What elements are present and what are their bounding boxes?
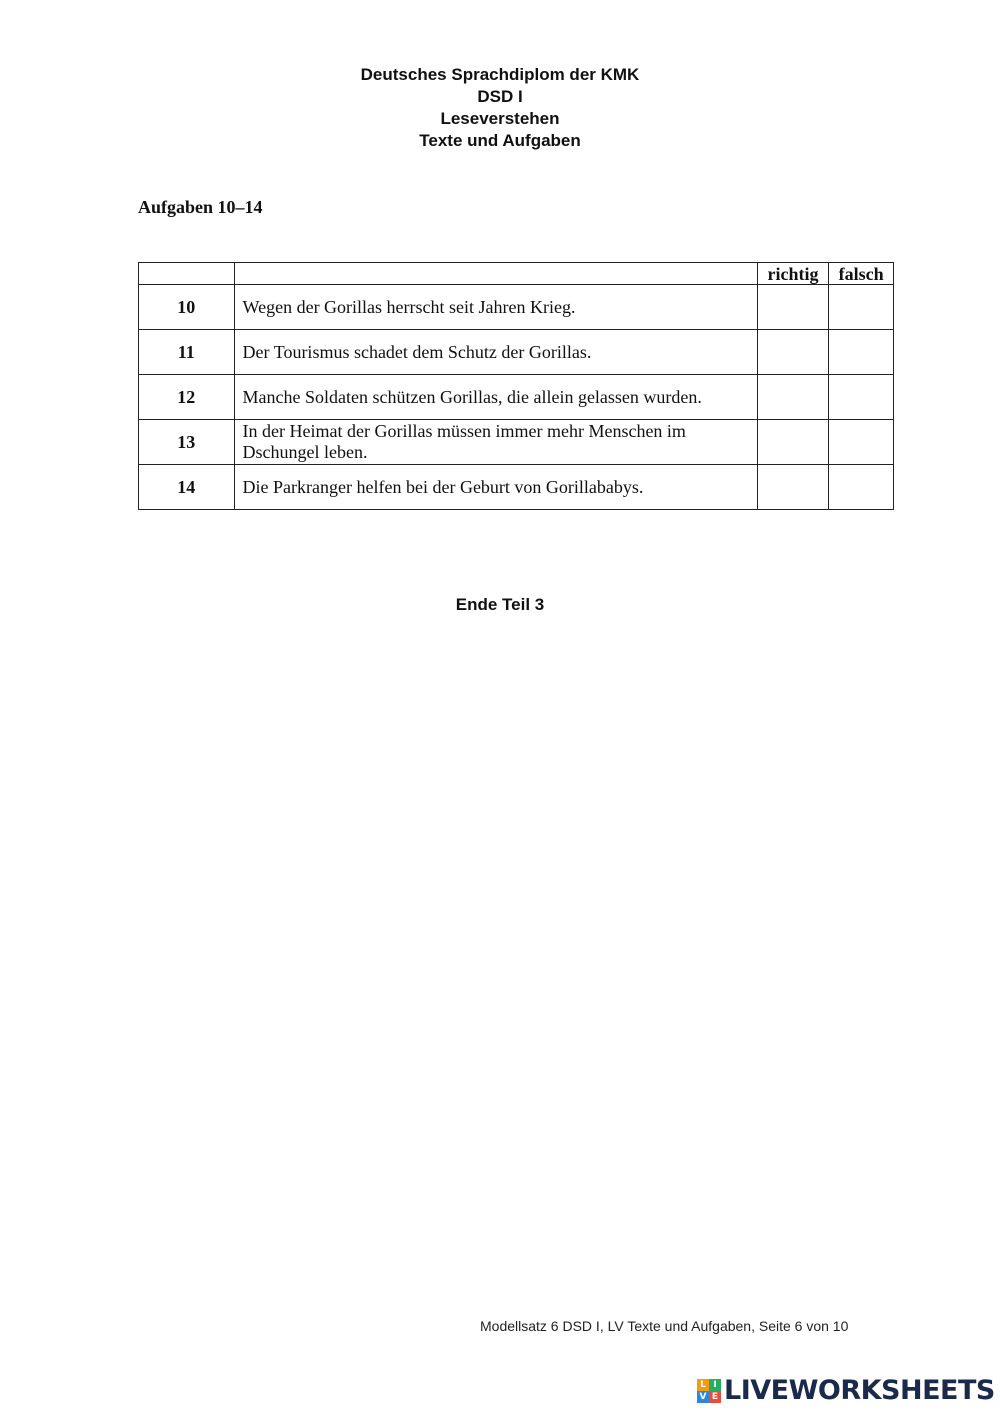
task-table xyxy=(138,262,894,510)
task-statement: In der Heimat der Gorillas müssen immer mehr Menschen im Dschungel leben. xyxy=(234,420,757,465)
header-richtig: richtig xyxy=(757,263,829,285)
header-falsch: falsch xyxy=(829,263,894,285)
answer-falsch-cell[interactable] xyxy=(829,285,894,330)
table-row xyxy=(139,420,894,465)
answer-richtig-cell[interactable] xyxy=(757,285,829,330)
answer-falsch-cell[interactable] xyxy=(829,420,894,465)
liveworksheets-brand[interactable] xyxy=(697,1376,995,1406)
header-level: DSD I xyxy=(477,87,523,106)
logo-letter: E xyxy=(709,1391,721,1403)
page-footer: Modellsatz 6 DSD I, LV Texte und Aufgaben, Seite 6 von 10 xyxy=(480,1318,849,1334)
task-statement: Der Tourismus schadet dem Schutz der Gorillas. xyxy=(234,330,757,375)
task-number: 14 xyxy=(139,465,235,510)
answer-richtig-cell[interactable] xyxy=(757,420,829,465)
table-header-row xyxy=(139,263,894,285)
answer-richtig-cell[interactable] xyxy=(757,465,829,510)
logo-letter: L xyxy=(697,1379,709,1391)
header-empty-num xyxy=(139,263,235,285)
section-title: Aufgaben 10–14 xyxy=(138,197,263,217)
task-number: 13 xyxy=(139,420,235,465)
header-subtitle: Texte und Aufgaben xyxy=(419,131,581,150)
answer-richtig-cell[interactable] xyxy=(757,375,829,420)
task-number: 12 xyxy=(139,375,235,420)
table-row xyxy=(139,330,894,375)
table-row xyxy=(139,465,894,510)
task-statement: Manche Soldaten schützen Gorillas, die allein gelassen wurden. xyxy=(234,375,757,420)
task-number: 10 xyxy=(139,285,235,330)
header-empty-text xyxy=(234,263,757,285)
answer-richtig-cell[interactable] xyxy=(757,330,829,375)
answer-falsch-cell[interactable] xyxy=(829,330,894,375)
logo-letter: I xyxy=(709,1379,721,1391)
logo-letter: V xyxy=(697,1391,709,1403)
end-of-part: Ende Teil 3 xyxy=(455,595,545,614)
task-statement: Wegen der Gorillas herrscht seit Jahren Krieg. xyxy=(234,285,757,330)
table-row xyxy=(139,375,894,420)
task-statement: Die Parkranger helfen bei der Geburt von Gorillababys. xyxy=(234,465,757,510)
document-header xyxy=(0,64,1000,152)
task-number: 11 xyxy=(139,330,235,375)
header-section: Leseverstehen xyxy=(440,109,560,128)
answer-falsch-cell[interactable] xyxy=(829,465,894,510)
header-title: Deutsches Sprachdiplom der KMK xyxy=(360,65,640,84)
table-row xyxy=(139,285,894,330)
answer-falsch-cell[interactable] xyxy=(829,375,894,420)
liveworksheets-logo-icon xyxy=(697,1379,721,1403)
liveworksheets-wordmark: LIVEWORKSHEETS xyxy=(724,1375,995,1406)
